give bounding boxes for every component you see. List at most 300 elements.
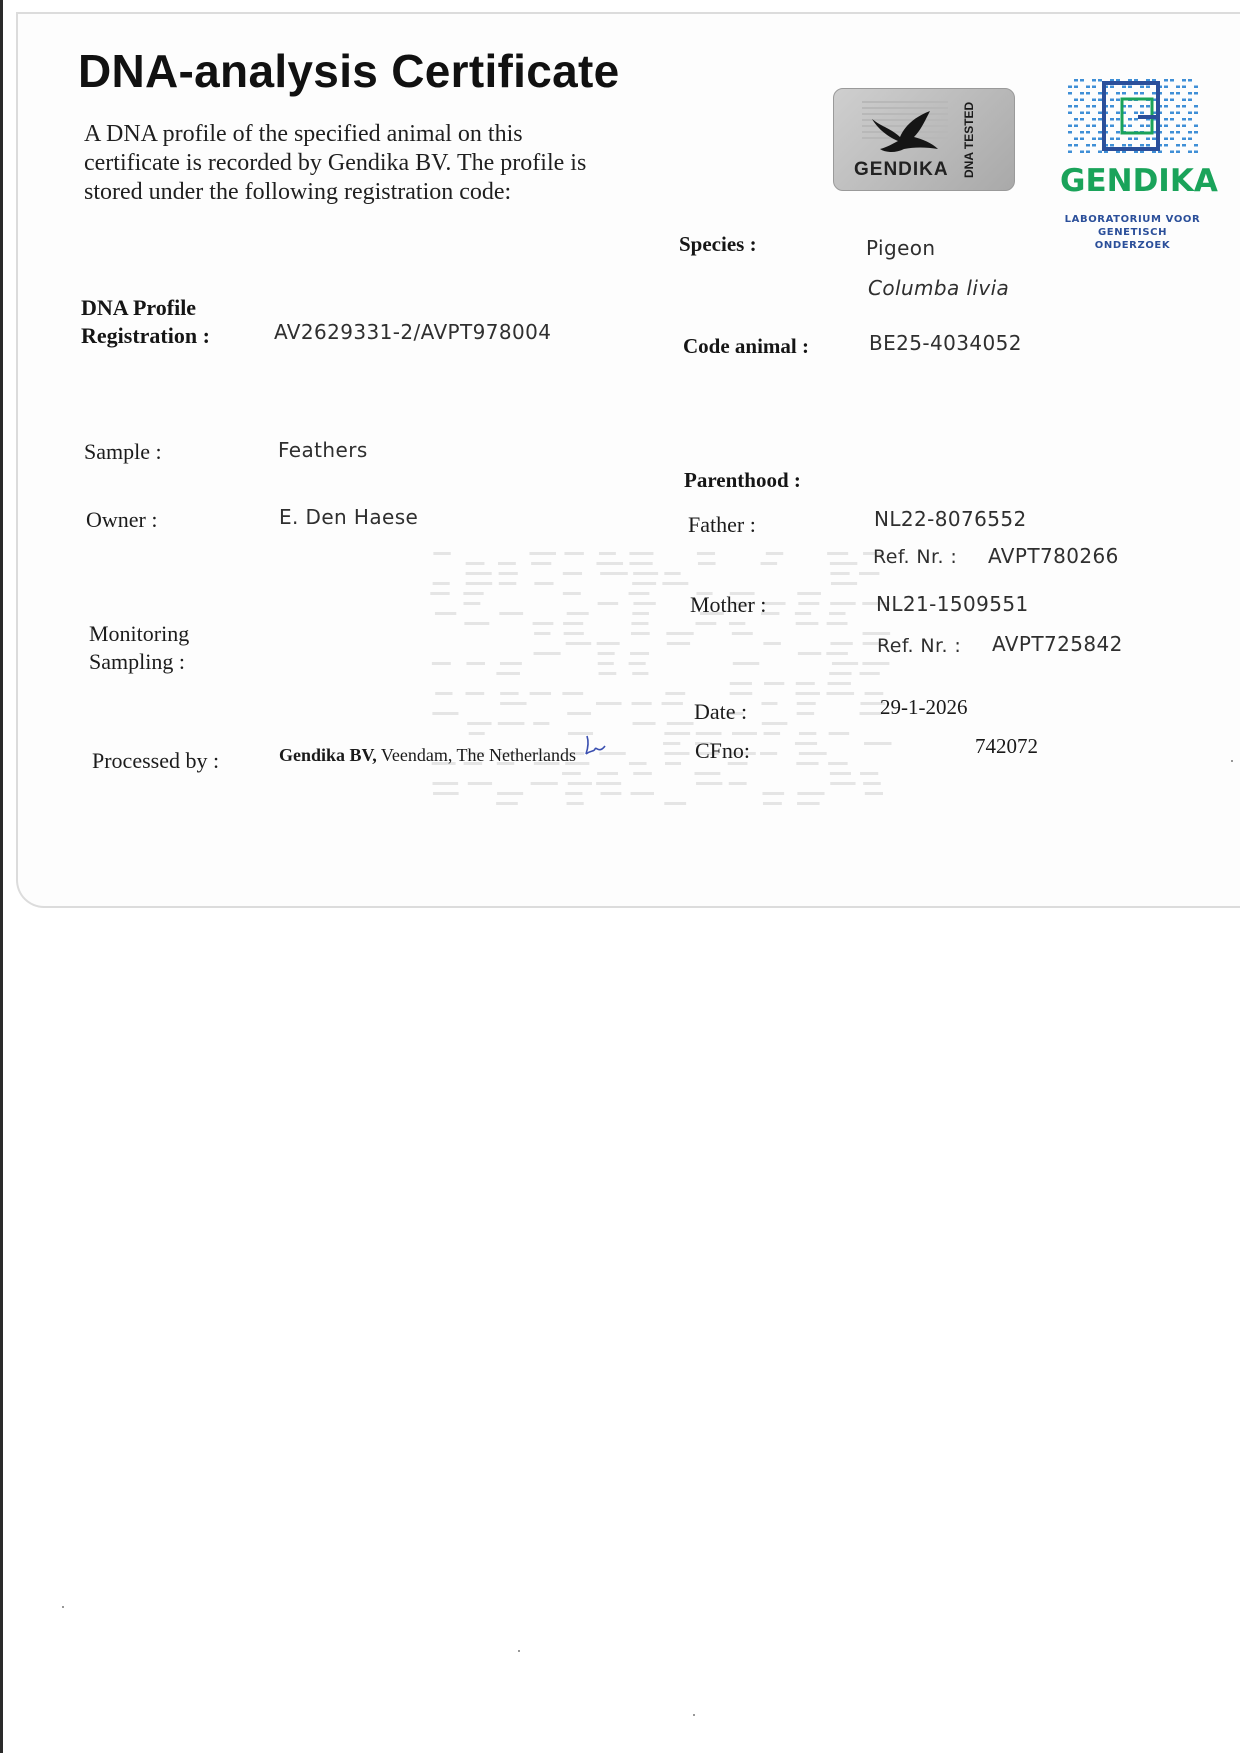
- watermark-dash: [797, 592, 821, 595]
- watermark-dash: [729, 622, 745, 625]
- watermark-dash: [827, 622, 848, 625]
- logo-dot: [1086, 131, 1090, 134]
- watermark-dash: [466, 692, 485, 695]
- watermark-dash: [598, 662, 614, 665]
- watermark-dash: [697, 552, 715, 555]
- watermark-dash: [567, 802, 584, 805]
- watermark-dash: [496, 672, 520, 675]
- mother-label: Mother :: [690, 592, 767, 617]
- watermark-dash: [463, 602, 480, 605]
- watermark-dash: [796, 682, 815, 685]
- logo-dot: [1146, 144, 1150, 147]
- logo-dot: [1188, 118, 1192, 121]
- logo-dot: [1164, 105, 1168, 108]
- watermark-dash: [761, 702, 777, 705]
- logo-dot: [1086, 92, 1090, 95]
- watermark-dash: [860, 772, 878, 775]
- registration-value: AV2629331-2/AVPT978004: [274, 320, 552, 344]
- watermark-dash: [469, 732, 485, 735]
- watermark-dash: [466, 562, 485, 565]
- logo-dot: [1092, 79, 1096, 82]
- watermark-dash: [435, 612, 456, 615]
- logo-dot: [1170, 131, 1174, 134]
- registration-label-line1: DNA Profile: [81, 295, 197, 320]
- watermark-dash: [829, 732, 850, 735]
- father-value: NL22-8076552: [874, 507, 1027, 531]
- logo-dot: [1146, 105, 1150, 108]
- watermark-dash: [829, 672, 851, 675]
- logo-dot: [1146, 138, 1150, 141]
- watermark-dash: [467, 722, 491, 725]
- watermark-dash: [529, 552, 556, 555]
- watermark-dash: [667, 722, 694, 725]
- watermark-dash: [865, 792, 883, 795]
- watermark-dash: [463, 592, 483, 595]
- watermark-dash: [633, 602, 655, 605]
- watermark-dash: [830, 772, 851, 775]
- watermark-dash: [796, 762, 818, 765]
- watermark-dash: [830, 642, 852, 645]
- logo-dot: [1068, 105, 1072, 108]
- logo-dot: [1068, 125, 1072, 128]
- logo-dot: [1092, 138, 1096, 141]
- logo-dot: [1116, 92, 1120, 95]
- logo-dot: [1176, 151, 1180, 154]
- watermark-dash: [631, 622, 648, 625]
- logo-dot: [1086, 144, 1090, 147]
- logo-dot: [1122, 92, 1126, 95]
- monitoring-label-line1: Monitoring: [89, 621, 190, 646]
- logo-dot: [1176, 86, 1180, 89]
- logo-dot: [1164, 99, 1168, 102]
- logo-dot: [1086, 151, 1090, 154]
- watermark-dash: [597, 642, 620, 645]
- logo-dot: [1170, 112, 1174, 115]
- logo-dot: [1098, 138, 1102, 141]
- logo-dot: [1098, 99, 1102, 102]
- logo-dot: [1188, 92, 1192, 95]
- watermark-dash: [564, 632, 584, 635]
- watermark-dash: [795, 612, 811, 615]
- watermark-dash: [430, 592, 449, 595]
- logo-dot: [1086, 86, 1090, 89]
- speck: [1231, 760, 1233, 762]
- watermark-dash: [860, 672, 880, 675]
- logo-dot: [1164, 79, 1168, 82]
- watermark-dash: [797, 792, 824, 795]
- logo-dot: [1164, 144, 1168, 147]
- watermark-dash: [666, 632, 693, 635]
- sample-value: Feathers: [278, 438, 368, 462]
- logo-dot: [1188, 138, 1192, 141]
- watermark-dash: [629, 552, 653, 555]
- watermark-dash: [629, 562, 652, 565]
- certificate-title: DNA-analysis Certificate: [78, 45, 620, 97]
- watermark-dash: [732, 732, 757, 735]
- logo-dot: [1080, 99, 1084, 102]
- logo-dot: [1122, 86, 1126, 89]
- watermark-dash: [762, 722, 788, 725]
- logo-dot: [1116, 138, 1120, 141]
- logo-subtitle: [1060, 213, 1205, 252]
- watermark-dash: [827, 692, 855, 695]
- logo-dot: [1086, 125, 1090, 128]
- logo-dot: [1176, 112, 1180, 115]
- logo-dot: [1182, 125, 1186, 128]
- cfno-value: 742072: [975, 734, 1038, 758]
- logo-dot: [1092, 118, 1096, 121]
- owner-value: E. Den Haese: [279, 505, 419, 529]
- speck: [62, 1606, 64, 1608]
- watermark-dash: [598, 602, 619, 605]
- watermark-dash: [763, 642, 780, 645]
- logo-brand: GENDIKA: [1060, 163, 1218, 199]
- watermark-dash: [530, 692, 551, 695]
- watermark-pattern: [430, 550, 900, 820]
- date-label: Date :: [694, 699, 748, 724]
- logo-dot: [1116, 112, 1120, 115]
- watermark-dash: [499, 612, 523, 615]
- watermark-dash: [432, 782, 458, 785]
- logo-dot: [1074, 105, 1078, 108]
- pigeon-icon: [852, 97, 957, 159]
- watermark-dash: [831, 582, 857, 585]
- logo-dot: [1164, 118, 1168, 121]
- logo-dot: [1194, 151, 1198, 154]
- logo-dot: [1182, 144, 1186, 147]
- watermark-dash: [662, 582, 688, 585]
- monitoring-label: [89, 620, 189, 676]
- watermark-dash: [632, 672, 648, 675]
- logo-dot: [1080, 92, 1084, 95]
- logo-dot: [1080, 79, 1084, 82]
- watermark-dash: [798, 602, 819, 605]
- logo-dot: [1140, 112, 1144, 115]
- watermark-dash: [665, 692, 685, 695]
- watermark-dash: [500, 662, 522, 665]
- logo-dot: [1110, 118, 1114, 121]
- logo-dot: [1194, 125, 1198, 128]
- logo-dot: [1098, 79, 1102, 82]
- logo-dot: [1116, 131, 1120, 134]
- watermark-dash: [665, 762, 681, 765]
- watermark-dash: [496, 802, 518, 805]
- watermark-dash: [633, 722, 656, 725]
- logo-dot: [1068, 131, 1072, 134]
- logo-dot: [1110, 138, 1114, 141]
- logo-dot: [1092, 105, 1096, 108]
- logo-dot: [1110, 86, 1114, 89]
- logo-dot: [1128, 138, 1132, 141]
- logo-dot: [1170, 118, 1174, 121]
- logo-dot: [1170, 151, 1174, 154]
- logo-dot: [1092, 86, 1096, 89]
- logo-dot: [1194, 131, 1198, 134]
- watermark-dash: [562, 692, 583, 695]
- logo-dot: [1194, 112, 1198, 115]
- logo-dot: [1152, 138, 1156, 141]
- species-common: Pigeon: [866, 236, 936, 260]
- watermark-dash: [497, 792, 523, 795]
- watermark-dash: [830, 562, 857, 565]
- logo-subtitle-line1: LABORATORIUM VOOR: [1064, 214, 1201, 225]
- watermark-dash: [826, 652, 848, 655]
- watermark-dash: [796, 692, 820, 695]
- logo-dot: [1176, 131, 1180, 134]
- watermark-dash: [534, 582, 553, 585]
- watermark-dash: [563, 622, 583, 625]
- parenthood-label: Parenthood :: [684, 468, 801, 492]
- watermark-dash: [601, 792, 622, 795]
- watermark-dash: [499, 582, 517, 585]
- seal-brand: GENDIKA: [854, 159, 949, 180]
- logo-dot: [1194, 86, 1198, 89]
- mother-ref-value: AVPT725842: [992, 632, 1123, 656]
- watermark-dash: [498, 722, 525, 725]
- logo-dot: [1134, 92, 1138, 95]
- logo-dot: [1182, 138, 1186, 141]
- watermark-dash: [466, 662, 485, 665]
- watermark-dash: [531, 782, 558, 785]
- logo-dot: [1128, 105, 1132, 108]
- logo-dot: [1194, 92, 1198, 95]
- watermark-dash: [567, 612, 589, 615]
- logo-dot: [1164, 138, 1168, 141]
- code-animal-value: BE25-4034052: [869, 331, 1022, 355]
- watermark-dash: [663, 742, 680, 745]
- watermark-dash: [563, 592, 581, 595]
- watermark-dash: [797, 702, 816, 705]
- watermark-dash: [564, 552, 583, 555]
- watermark-dash: [596, 702, 622, 705]
- speck: [693, 1714, 695, 1716]
- watermark-dash: [433, 792, 459, 795]
- watermark-dash: [562, 772, 581, 775]
- watermark-dash: [764, 732, 781, 735]
- father-ref-value: AVPT780266: [988, 544, 1119, 568]
- logo-dot: [1080, 118, 1084, 121]
- speck: [518, 1650, 520, 1652]
- watermark-dash: [827, 552, 848, 555]
- logo-dot: [1164, 125, 1168, 128]
- watermark-dash: [630, 652, 649, 655]
- watermark-dash: [432, 712, 458, 715]
- watermark-dash: [798, 652, 821, 655]
- watermark-dash: [696, 732, 722, 735]
- logo-dot: [1080, 112, 1084, 115]
- father-ref-label: Ref. Nr. :: [873, 546, 958, 568]
- logo-dot: [1134, 138, 1138, 141]
- watermark-dash: [664, 802, 686, 805]
- watermark-dash: [466, 572, 492, 575]
- watermark-dash: [629, 662, 646, 665]
- watermark-dash: [435, 692, 452, 695]
- processed-place: Veendam, The Netherlands: [380, 745, 577, 765]
- logo-dot: [1074, 99, 1078, 102]
- intro-text: A DNA profile of the specified animal on this certificate is recorded by Gendika BV. The profile is stored under the following registration code:: [84, 121, 587, 205]
- watermark-dash: [662, 702, 683, 705]
- watermark-dash: [498, 562, 516, 565]
- logo-dot: [1182, 79, 1186, 82]
- watermark-dash: [534, 652, 561, 655]
- logo-dot: [1176, 144, 1180, 147]
- watermark-dash: [828, 762, 848, 765]
- logo-dot: [1068, 112, 1072, 115]
- watermark-dash: [829, 612, 845, 615]
- page-edge: [0, 0, 3, 1753]
- watermark-dash: [696, 622, 717, 625]
- logo-dot: [1086, 105, 1090, 108]
- watermark-dash: [761, 562, 778, 565]
- watermark-dash: [730, 692, 753, 695]
- watermark-dash: [664, 732, 690, 735]
- date-value: 29-1-2026: [880, 695, 968, 719]
- logo-dot: [1182, 99, 1186, 102]
- logo-dot: [1140, 92, 1144, 95]
- logo-dot: [1122, 144, 1126, 147]
- logo-dot: [1182, 105, 1186, 108]
- watermark-dash: [599, 672, 617, 675]
- watermark-dash: [563, 572, 582, 575]
- logo-dot: [1128, 144, 1132, 147]
- watermark-dash: [432, 662, 451, 665]
- watermark-dash: [534, 632, 550, 635]
- species-label: Species :: [679, 232, 757, 256]
- watermark-dash: [828, 682, 851, 685]
- father-label: Father :: [688, 512, 756, 537]
- watermark-dash: [566, 642, 591, 645]
- logo-dot: [1098, 92, 1102, 95]
- logo-dot: [1080, 138, 1084, 141]
- logo-dot: [1176, 105, 1180, 108]
- watermark-dash: [860, 712, 882, 715]
- logo-dot: [1110, 125, 1114, 128]
- watermark-dash: [468, 782, 492, 785]
- watermark-dash: [629, 592, 650, 595]
- watermark-dash: [632, 612, 649, 615]
- logo-dot: [1080, 151, 1084, 154]
- watermark-dash: [698, 562, 716, 565]
- logo-dot: [1074, 138, 1078, 141]
- logo-dot: [1146, 125, 1150, 128]
- logo-dot: [1074, 144, 1078, 147]
- logo-dot: [1092, 99, 1096, 102]
- logo-dot: [1110, 99, 1114, 102]
- logo-dot: [1068, 144, 1072, 147]
- watermark-dash: [862, 662, 889, 665]
- watermark-dash: [567, 712, 591, 715]
- watermark-dash: [664, 572, 680, 575]
- logo-dot: [1170, 99, 1174, 102]
- watermark-dash: [762, 792, 784, 795]
- logo-dot: [1080, 131, 1084, 134]
- logo-dot: [1074, 79, 1078, 82]
- dna-tested-seal: [833, 88, 1015, 191]
- watermark-dash: [533, 622, 554, 625]
- watermark-dash: [830, 602, 855, 605]
- watermark-dash: [664, 752, 689, 755]
- watermark-dash: [832, 662, 858, 665]
- species-latin: Columba livia: [868, 276, 1010, 300]
- watermark-dash: [859, 572, 879, 575]
- watermark-dash: [500, 692, 518, 695]
- logo-dot: [1074, 125, 1078, 128]
- logo-dot: [1194, 105, 1198, 108]
- watermark-dash: [568, 782, 592, 785]
- watermark-dash: [730, 682, 752, 685]
- logo-dot: [1140, 125, 1144, 128]
- logo-dot: [1188, 99, 1192, 102]
- watermark-dash: [533, 722, 549, 725]
- watermark-dash: [466, 582, 492, 585]
- logo-dot: [1098, 112, 1102, 115]
- gendika-logo: [1060, 75, 1218, 251]
- logo-dot: [1110, 105, 1114, 108]
- watermark-dash: [864, 742, 891, 745]
- logo-dot: [1176, 125, 1180, 128]
- logo-dot: [1140, 105, 1144, 108]
- registration-label: [81, 294, 210, 350]
- watermark-dash: [830, 572, 849, 575]
- watermark-dash: [629, 762, 647, 765]
- logo-dot: [1110, 144, 1114, 147]
- logo-dot: [1092, 144, 1096, 147]
- seal-tag: DNA TESTED: [962, 101, 976, 179]
- logo-dot: [1098, 151, 1102, 154]
- watermark-dash: [499, 572, 518, 575]
- registration-label-line2: Registration :: [81, 323, 210, 348]
- sample-label: Sample :: [84, 439, 162, 464]
- processed-name: Gendika BV,: [279, 745, 377, 765]
- logo-dot: [1170, 92, 1174, 95]
- logo-dot: [1074, 86, 1078, 89]
- watermark-dash: [797, 802, 820, 805]
- logo-dot: [1134, 112, 1138, 115]
- logo-dot: [1194, 144, 1198, 147]
- code-animal-label: Code animal :: [683, 334, 809, 358]
- logo-dot: [1176, 92, 1180, 95]
- logo-dot: [1182, 86, 1186, 89]
- logo-dot: [1134, 118, 1138, 121]
- watermark-dash: [729, 782, 747, 785]
- logo-dot: [1128, 125, 1132, 128]
- logo-dot: [1128, 86, 1132, 89]
- watermark-dash: [500, 702, 526, 705]
- logo-dot: [1086, 112, 1090, 115]
- logo-dot: [1188, 151, 1192, 154]
- watermark-dash: [796, 622, 819, 625]
- processed-label: Processed by :: [92, 748, 220, 773]
- processed-value: [279, 745, 576, 766]
- logo-dot: [1140, 86, 1144, 89]
- watermark-dash: [763, 802, 782, 805]
- watermark-dash: [596, 562, 623, 565]
- owner-label: Owner :: [86, 507, 158, 532]
- logo-dot: [1188, 131, 1192, 134]
- logo-dot: [1170, 79, 1174, 82]
- logo-dot: [1152, 92, 1156, 95]
- watermark-dash: [598, 652, 615, 655]
- logo-dot: [1068, 86, 1072, 89]
- monitoring-label-line2: Sampling :: [89, 649, 185, 674]
- watermark-dash: [600, 572, 628, 575]
- watermark-dash: [531, 562, 551, 565]
- watermark-dash: [863, 782, 881, 785]
- mother-value: NL21-1509551: [876, 592, 1029, 616]
- logo-dot: [1092, 125, 1096, 128]
- logo-dot: [1074, 118, 1078, 121]
- watermark-dash: [760, 752, 777, 755]
